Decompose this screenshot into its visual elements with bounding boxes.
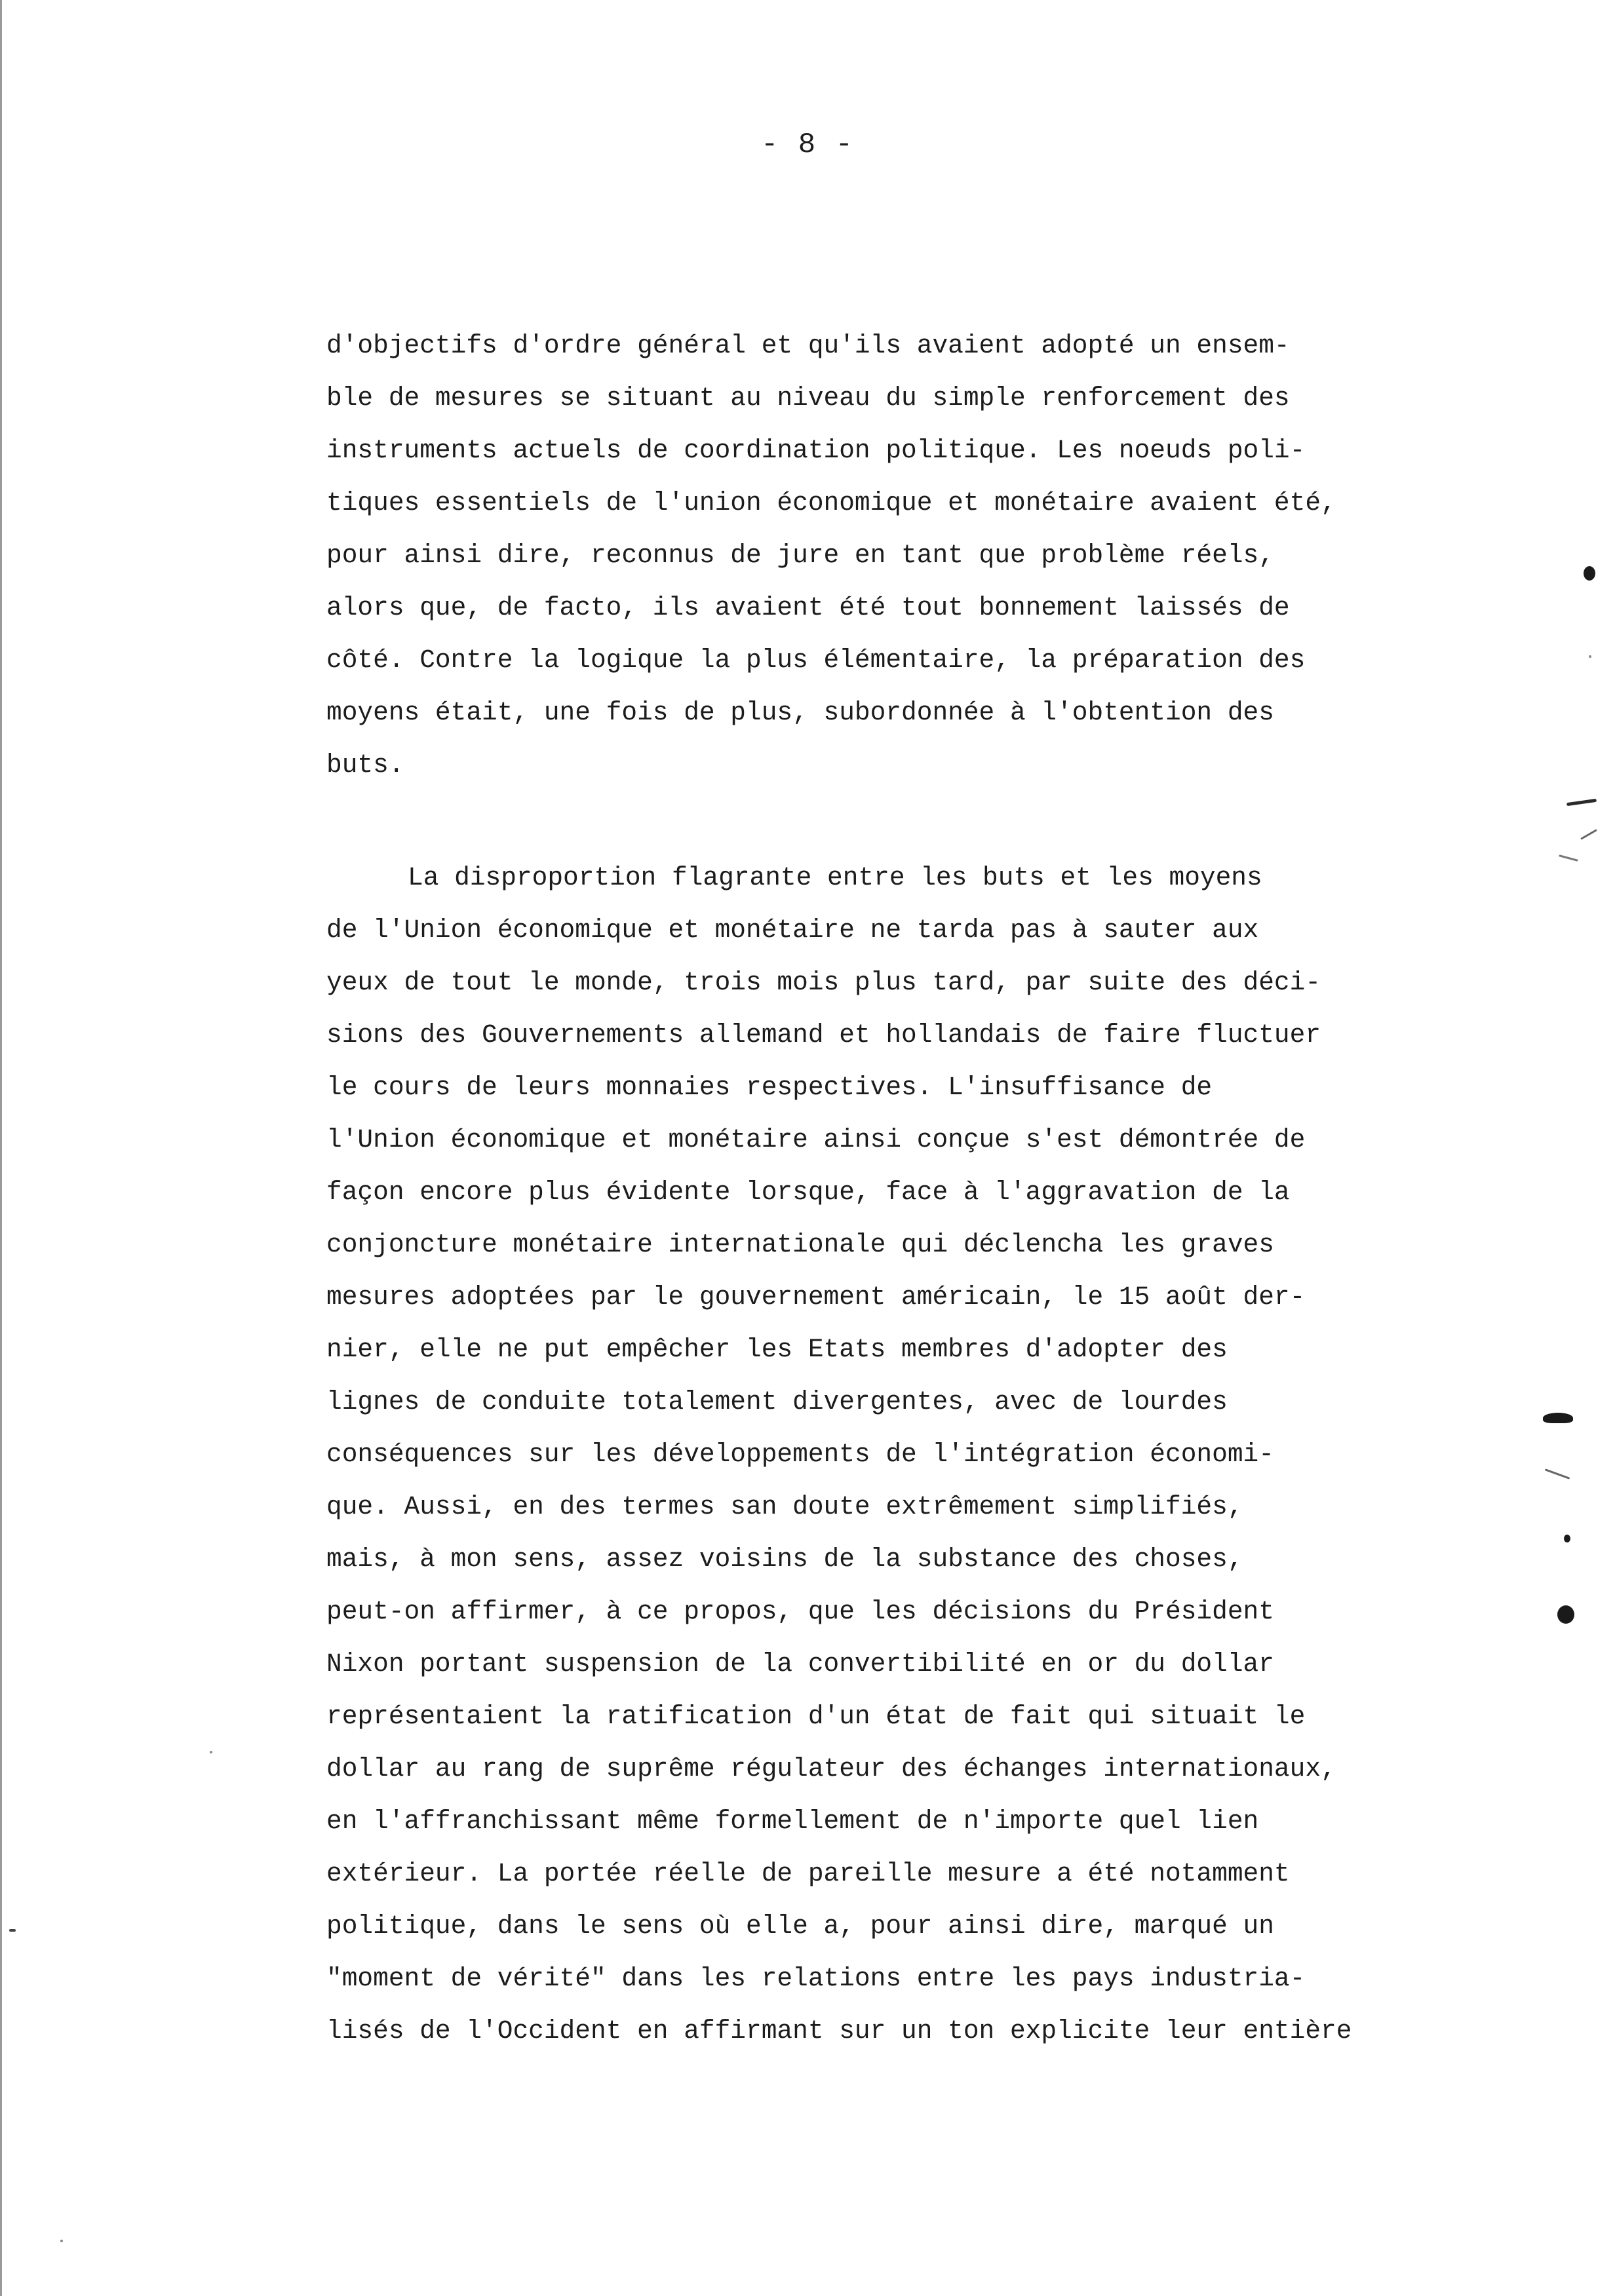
text-line: de l'Union économique et monétaire ne tarda pas à sauter aux	[326, 915, 1259, 945]
scan-artifact-dot	[1584, 566, 1595, 581]
text-line: que. Aussi, en des termes san doute extrêmement simplifiés,	[326, 1492, 1243, 1521]
text-line: instruments actuels de coordination politique. Les noeuds poli-	[326, 436, 1306, 465]
text-line: lisés de l'Occident en affirmant sur un ton explicite leur entière	[326, 2016, 1352, 2046]
text-line: sions des Gouvernements allemand et hollandais de faire fluctuer	[326, 1020, 1321, 1050]
scan-artifact-speck	[210, 1751, 212, 1753]
paragraph-gap	[326, 792, 1414, 852]
text-line: ble de mesures se situant au niveau du simple renforcement des	[326, 383, 1290, 413]
scan-artifact-blot	[1543, 1413, 1573, 1423]
text-line: tiques essentiels de l'union économique et monétaire avaient été,	[326, 488, 1336, 518]
text-line: peut-on affirmer, à ce propos, que les décisions du Président	[326, 1597, 1274, 1626]
text-line: mesures adoptées par le gouvernement américain, le 15 août der-	[326, 1282, 1306, 1312]
paragraph-2	[326, 852, 1414, 2057]
text-line: pour ainsi dire, reconnus de jure en tant que problème réels,	[326, 541, 1274, 570]
text-line: en l'affranchissant même formellement de n'importe quel lien	[326, 1807, 1259, 1836]
scan-artifact-dash	[1559, 854, 1578, 862]
text-line: dollar au rang de suprême régulateur des échanges internationaux,	[326, 1754, 1336, 1784]
text-line: conséquences sur les développements de l'intégration économi-	[326, 1440, 1274, 1469]
text-line: côté. Contre la logique la plus élémentaire, la préparation des	[326, 645, 1306, 675]
paragraph-1	[326, 320, 1414, 792]
scan-artifact-dot	[1557, 1605, 1574, 1624]
scan-artifact-speck	[1589, 655, 1591, 658]
text-line: lignes de conduite totalement divergentes, avec de lourdes	[326, 1387, 1228, 1417]
text-line: le cours de leurs monnaies respectives. L'insuffisance de	[326, 1073, 1213, 1102]
scan-artifact-dash	[9, 1929, 16, 1932]
text-line: l'Union économique et monétaire ainsi conçue s'est démontrée de	[326, 1125, 1306, 1155]
text-line: nier, elle ne put empêcher les Etats membres d'adopter des	[326, 1335, 1228, 1364]
scan-artifact-speck	[60, 2240, 63, 2242]
text-line: politique, dans le sens où elle a, pour ainsi dire, marqué un	[326, 1911, 1274, 1941]
text-line: façon encore plus évidente lorsque, face à l'aggravation de la	[326, 1177, 1290, 1207]
text-line: extérieur. La portée réelle de pareille mesure a été notamment	[326, 1859, 1290, 1888]
page-left-edge	[0, 0, 2, 2296]
text-line: yeux de tout le monde, trois mois plus tard, par suite des déci-	[326, 968, 1321, 997]
scan-artifact-dash	[1580, 829, 1597, 840]
scan-artifact-dash	[1566, 799, 1597, 806]
text-line: d'objectifs d'ordre général et qu'ils avaient adopté un ensem-	[326, 331, 1290, 360]
scan-artifact-dash	[1545, 1468, 1570, 1480]
text-line: mais, à mon sens, assez voisins de la substance des choses,	[326, 1544, 1243, 1574]
scan-artifact-dot	[1564, 1535, 1570, 1542]
text-line: représentaient la ratification d'un état de fait qui situait le	[326, 1702, 1306, 1731]
text-line: Nixon portant suspension de la convertibilité en or du dollar	[326, 1649, 1274, 1679]
text-line: moyens était, une fois de plus, subordonnée à l'obtention des	[326, 698, 1274, 727]
text-line: conjoncture monétaire internationale qui déclencha les graves	[326, 1230, 1274, 1259]
text-line: buts.	[326, 750, 404, 780]
text-line: "moment de vérité" dans les relations entre les pays industria-	[326, 1964, 1306, 1993]
text-line: alors que, de facto, ils avaient été tout bonnement laissés de	[326, 593, 1290, 622]
page-number: - 8 -	[760, 128, 855, 161]
text-line: La disproportion flagrante entre les buts et les moyens	[408, 863, 1262, 892]
body-text	[326, 320, 1414, 2057]
